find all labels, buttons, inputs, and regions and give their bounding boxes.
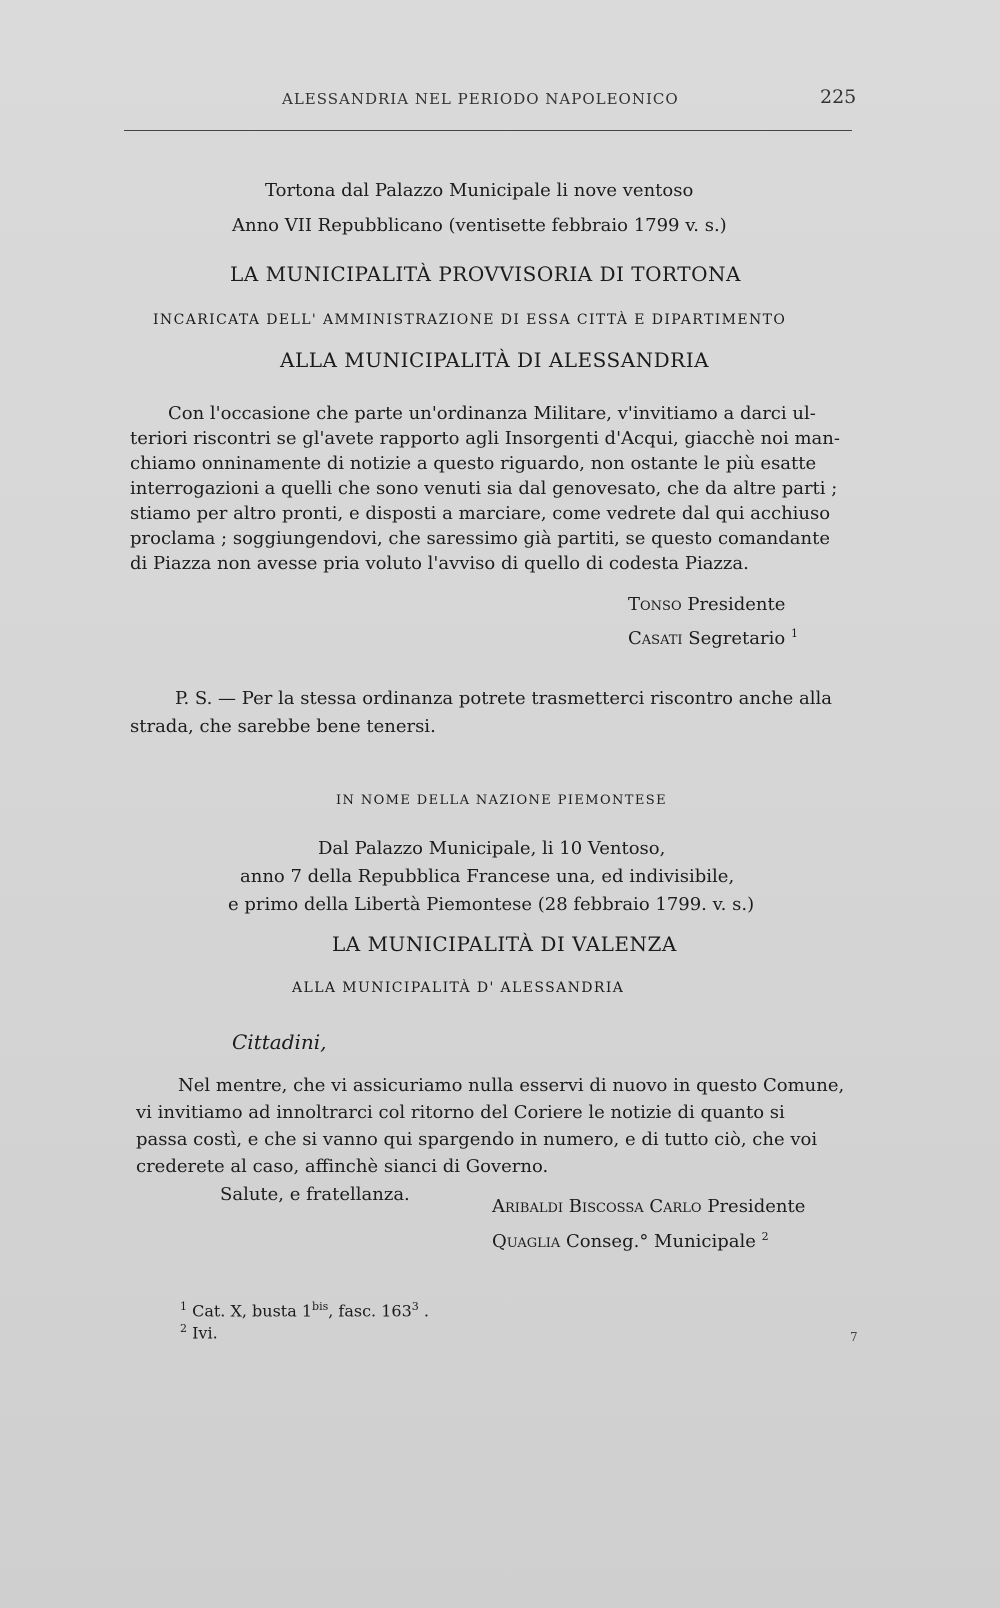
- doc1-body-line: Con l'occasione che parte un'ordinanza Militare, v'invitiamo a darci ul-: [168, 403, 816, 424]
- footnote-sup: 3: [411, 1300, 419, 1313]
- signatory-title: Segretario: [688, 628, 786, 649]
- header-rule: [124, 130, 852, 131]
- doc1-body-line: proclama ; soggiungendovi, che saressimo già partiti, se questo comandante: [130, 528, 830, 549]
- signatory-name: Casati: [628, 628, 683, 649]
- doc2-recipient: ALLA MUNICIPALITÀ D' ALESSANDRIA: [292, 980, 625, 996]
- doc2-closing: Salute, e fratellanza.: [220, 1184, 410, 1205]
- doc2-body-line: passa costì, e che si vanno qui spargendo in numero, e di tutto ciò, che voi: [136, 1129, 818, 1150]
- doc1-body-line: teriori riscontri se gl'avete rapporto agli Insorgenti d'Acqui, giacchè noi man-: [130, 428, 840, 449]
- page-number: 225: [820, 86, 857, 108]
- doc2-signature-councillor: [492, 1230, 769, 1252]
- footnote-text: .: [418, 1301, 429, 1321]
- signatory-name: Aribaldi Biscossa Carlo: [492, 1196, 702, 1217]
- footnote-2: [180, 1322, 218, 1342]
- signatory-title: Conseg.° Municipale: [565, 1231, 756, 1252]
- doc2-dateline-line1: Dal Palazzo Municipale, li 10 Ventoso,: [318, 838, 666, 859]
- signature-mark: 7: [850, 1330, 858, 1344]
- doc1-signature-president: [628, 594, 785, 615]
- footnote-ref: 1: [790, 627, 798, 640]
- doc1-body-line: stiamo per altro pronti, e disposti a marciare, come vedrete dal qui acchiuso: [130, 503, 831, 524]
- footnote-text: Cat. X, busta 1: [192, 1301, 313, 1321]
- doc1-body-line: di Piazza non avesse pria voluto l'avviso di quello di codesta Piazza.: [130, 553, 749, 574]
- doc2-dateline-line2: anno 7 della Repubblica Francese una, ed indivisibile,: [240, 866, 735, 887]
- footnote-text: , fasc. 163: [328, 1301, 412, 1321]
- doc1-dateline-line2: Anno VII Repubblicano (ventisette febbraio 1799 v. s.): [232, 215, 727, 236]
- signatory-title: Presidente: [687, 594, 786, 615]
- footnote-number: 2: [180, 1322, 187, 1335]
- footnote-sup: bis: [312, 1300, 329, 1313]
- doc1-body-line: chiamo onninamente di notizie a questo riguardo, non ostante le più esatte: [130, 453, 817, 474]
- running-head: ALESSANDRIA NEL PERIODO NAPOLEONICO: [282, 90, 679, 108]
- signatory-title: Presidente: [707, 1196, 806, 1217]
- doc2-body-line: Nel mentre, che vi assicuriamo nulla esservi di nuovo in questo Comune,: [178, 1075, 845, 1096]
- footnote-number: 1: [180, 1300, 187, 1313]
- doc2-heading: IN NOME DELLA NAZIONE PIEMONTESE: [336, 793, 667, 808]
- doc1-postscript-line: strada, che sarebbe bene tenersi.: [130, 716, 436, 737]
- doc2-salutation: Cittadini,: [232, 1030, 327, 1054]
- doc1-dateline-line1: Tortona dal Palazzo Municipale li nove ventoso: [265, 180, 694, 201]
- footnote-text: Ivi.: [192, 1323, 218, 1343]
- signatory-name: Tonso: [628, 594, 682, 615]
- doc2-sender: LA MUNICIPALITÀ DI VALENZA: [332, 932, 677, 956]
- doc1-sender-subtitle: INCARICATA DELL' AMMINISTRAZIONE DI ESSA CITTÀ E DIPARTIMENTO: [153, 312, 787, 328]
- doc1-recipient: ALLA MUNICIPALITÀ DI ALESSANDRIA: [280, 348, 710, 372]
- doc2-signature-president: [492, 1196, 805, 1217]
- doc1-body-line: interrogazioni a quelli che sono venuti sia dal genovesato, che da altre parti ;: [130, 478, 838, 499]
- doc1-postscript-line: P. S. — Per la stessa ordinanza potrete trasmetterci riscontro anche alla: [175, 688, 832, 709]
- footnote-1: [180, 1300, 429, 1320]
- doc1-sender: LA MUNICIPALITÀ PROVVISORIA DI TORTONA: [230, 262, 741, 286]
- signatory-name: Quaglia: [492, 1231, 561, 1252]
- doc2-body-line: vi invitiamo ad innoltrarci col ritorno del Coriere le notizie di quanto si: [136, 1102, 785, 1123]
- doc1-signature-secretary: [628, 627, 798, 649]
- footnote-ref: 2: [761, 1230, 769, 1243]
- doc2-body-line: crederete al caso, affinchè sianci di Governo.: [136, 1156, 549, 1177]
- doc2-dateline-line3: e primo della Libertà Piemontese (28 febbraio 1799. v. s.): [228, 894, 755, 915]
